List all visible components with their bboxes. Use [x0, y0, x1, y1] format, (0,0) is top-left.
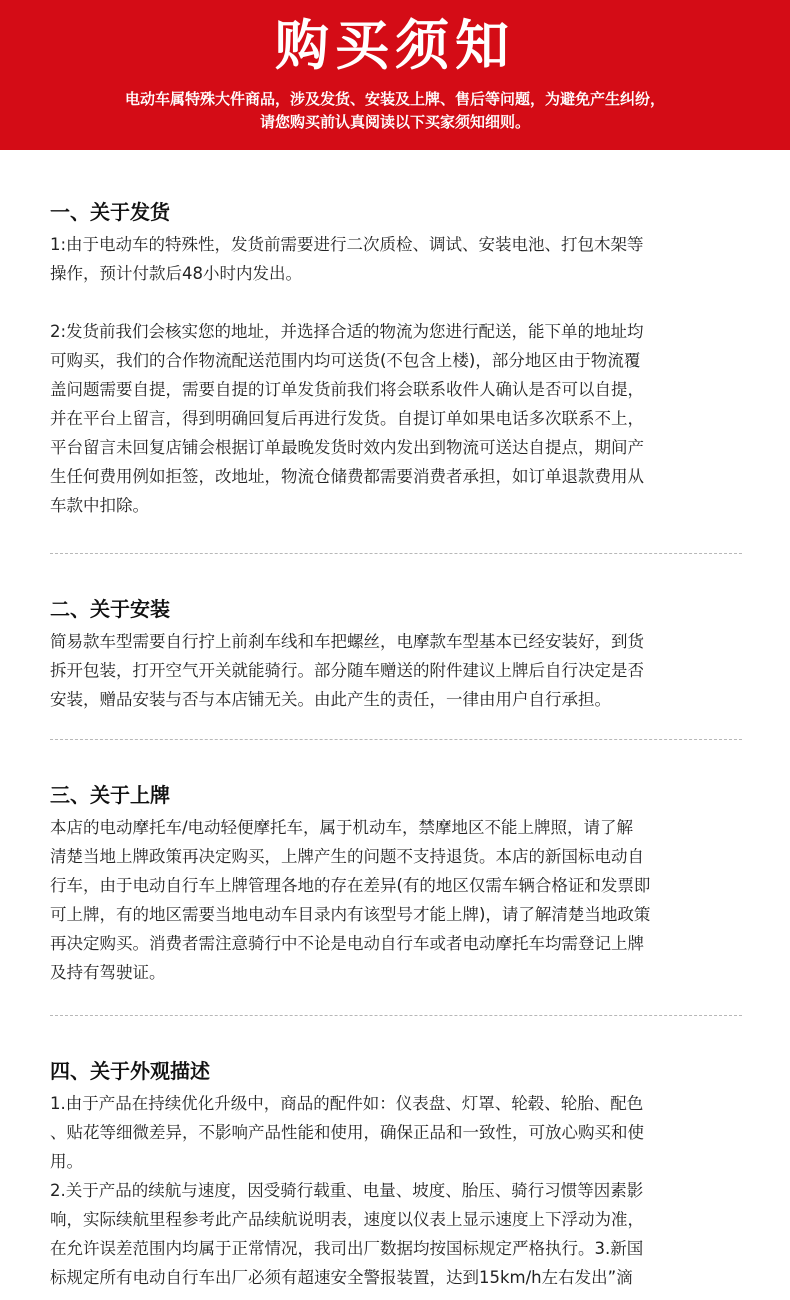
- text-line: 再决定购买。消费者需注意骑行中不论是电动自行车或者电动摩托车均需登记上牌: [50, 934, 644, 953]
- text-line: 盖问题需要自提，需要自提的订单发货前我们将会联系收件人确认是否可以自提，: [50, 380, 644, 399]
- page-title: 购买须知: [275, 14, 515, 77]
- text-line: 用。: [50, 1152, 83, 1171]
- text-line: 清楚当地上牌政策再决定购买，上牌产生的问题不支持退货。本店的新国标电动自: [50, 847, 644, 866]
- section-divider: [50, 553, 742, 554]
- text-line: 生任何费用例如拒签，改地址，物流仓储费都需要消费者承担，如订单退款费用从: [50, 467, 644, 486]
- section-heading: 一、关于发货: [50, 200, 170, 224]
- text-line: 车款中扣除。: [50, 496, 149, 515]
- text-line: 安装，赠品安装与否与本店铺无关。由此产生的责任，一律由用户自行承担。: [50, 690, 611, 709]
- text-line: 及持有驾驶证。: [50, 963, 166, 982]
- text-line: 操作，预计付款后48小时内发出。: [50, 264, 302, 283]
- text-line: 并在平台上留言，得到明确回复后再进行发货。自提订单如果电话多次联系不上，: [50, 409, 644, 428]
- banner-subtitle-line: 请您购买前认真阅读以下买家须知细则。: [259, 113, 530, 131]
- text-line: 简易款车型需要自行拧上前刹车线和车把螺丝，电摩款车型基本已经安装好，到货: [50, 632, 644, 651]
- section-divider: [50, 739, 742, 740]
- section-shipping: [50, 198, 745, 520]
- section-heading: 二、关于安装: [50, 597, 170, 621]
- section-appearance: [50, 1057, 745, 1292]
- text-line: 标规定所有电动自行车出厂必须有超速安全警报装置，达到15km/h左右发出”滴: [50, 1268, 633, 1287]
- header-banner: [0, 0, 790, 150]
- text-line: 可上牌，有的地区需要当地电动车目录内有该型号才能上牌)，请了解清楚当地政策: [50, 905, 651, 924]
- text-line: 行车，由于电动自行车上牌管理各地的存在差异(有的地区仅需车辆合格证和发票即: [50, 876, 651, 895]
- section-registration: [50, 781, 745, 987]
- text-line: 2.关于产品的续航与速度，因受骑行载重、电量、坡度、胎压、骑行习惯等因素影: [50, 1181, 644, 1200]
- text-line: 响，实际续航里程参考此产品续航说明表，速度以仪表上显示速度上下浮动为准，: [50, 1210, 644, 1229]
- text-line: 可购买，我们的合作物流配送范围内均可送货(不包含上楼)，部分地区由于物流覆: [50, 351, 641, 370]
- banner-subtitle-line: 电动车属特殊大件商品，涉及发货、安装及上牌、售后等问题，为避免产生纠纷，: [124, 90, 665, 108]
- text-line: 平台留言未回复店铺会根据订单最晚发货时效内发出到物流可送达自提点，期间产: [50, 438, 644, 457]
- text-line: 1.由于产品在持续优化升级中，商品的配件如：仪表盘、灯罩、轮毂、轮胎、配色: [50, 1094, 644, 1113]
- text-line: 本店的电动摩托车/电动轻便摩托车，属于机动车，禁摩地区不能上牌照，请了解: [50, 818, 634, 837]
- text-line: 2:发货前我们会核实您的地址，并选择合适的物流为您进行配送，能下单的地址均: [50, 322, 644, 341]
- section-heading: 三、关于上牌: [50, 783, 170, 807]
- text-line: 在允许误差范围内均属于正常情况，我司出厂数据均按国标规定严格执行。3.新国: [50, 1239, 644, 1258]
- section-installation: [50, 595, 745, 714]
- section-heading: 四、关于外观描述: [50, 1059, 210, 1083]
- section-divider: [50, 1015, 742, 1016]
- text-line: 1:由于电动车的特殊性，发货前需要进行二次质检、调试、安装电池、打包木架等: [50, 235, 644, 254]
- text-line: 拆开包装，打开空气开关就能骑行。部分随车赠送的附件建议上牌后自行决定是否: [50, 661, 644, 680]
- banner-subtitle: [0, 88, 790, 134]
- text-line: 、贴花等细微差异，不影响产品性能和使用，确保正品和一致性，可放心购买和使: [50, 1123, 644, 1142]
